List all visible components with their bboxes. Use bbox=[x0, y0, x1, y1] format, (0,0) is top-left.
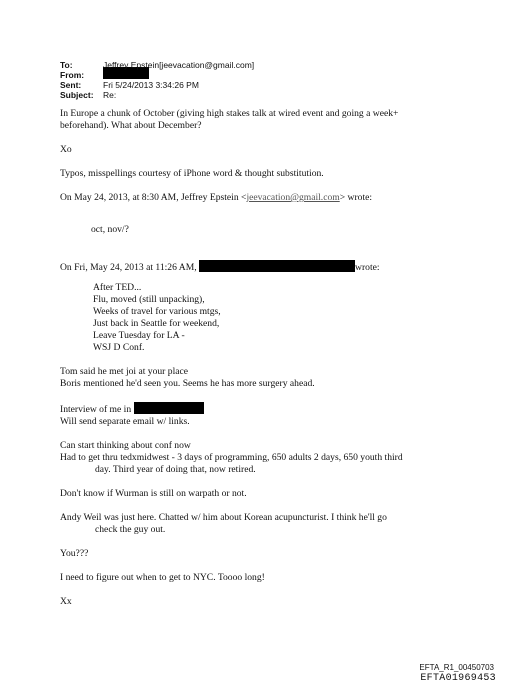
redaction-bar bbox=[199, 260, 355, 272]
sent-label: Sent: bbox=[60, 80, 82, 90]
body-line: You??? bbox=[60, 548, 89, 559]
email-link[interactable]: jeevacation@gmail.com bbox=[246, 192, 340, 203]
body-line: Will send separate email w/ links. bbox=[60, 416, 190, 427]
body-line: Don't know if Wurman is still on warpath or not. bbox=[60, 488, 247, 499]
list-item: WSJ D Conf. bbox=[93, 342, 145, 353]
to-value: Jeffrey Epstein[jeevacation@gmail.com] bbox=[103, 60, 255, 70]
to-row bbox=[60, 60, 254, 70]
list-item: Weeks of travel for various mtgs, bbox=[93, 306, 221, 317]
email-body bbox=[60, 108, 460, 608]
body-line: Had to get thru tedxmidwest - 3 days of programming, 650 adults 2 days, 650 youth third bbox=[60, 452, 403, 463]
body-line: Andy Weil was just here. Chatted w/ him about Korean acupuncturist. I think he'll go bbox=[60, 512, 387, 523]
subject-label: Subject: bbox=[60, 90, 94, 100]
signoff-xx: Xx bbox=[60, 596, 72, 607]
sent-row bbox=[60, 80, 254, 90]
from-label: From: bbox=[60, 70, 85, 80]
list-item: Leave Tuesday for LA - bbox=[93, 330, 185, 341]
email-header bbox=[60, 60, 254, 100]
list-item: Just back in Seattle for weekend, bbox=[93, 318, 220, 329]
oct-nov-text: oct, nov/? bbox=[91, 224, 129, 235]
body-line: Tom said he met joi at your place bbox=[60, 366, 189, 377]
from-row bbox=[60, 70, 254, 80]
typos-note: Typos, misspellings courtesy of iPhone word & thought substitution. bbox=[60, 168, 324, 179]
sent-value: Fri 5/24/2013 3:34:26 PM bbox=[103, 80, 199, 90]
update-list bbox=[60, 282, 460, 354]
signoff-xo: Xo bbox=[60, 144, 72, 155]
body-line: check the guy out. bbox=[95, 524, 166, 535]
body-line: Can start thinking about conf now bbox=[60, 440, 191, 451]
body-line: Boris mentioned he'd seen you. Seems he has more surgery ahead. bbox=[60, 378, 315, 389]
body-line: I need to figure out when to get to NYC. Toooo long! bbox=[60, 572, 265, 583]
list-item: After TED... bbox=[93, 282, 142, 293]
bates-id-large: EFTA01969453 bbox=[420, 673, 496, 684]
quote-header-2: On Fri, May 24, 2013 at 11:26 AM, wrote: bbox=[60, 262, 380, 273]
body-line: In Europe a chunk of October (giving high stakes talk at wired event and going a week+ bbox=[60, 108, 399, 119]
body-line: beforehand). What about December? bbox=[60, 120, 202, 131]
quote-header-1: On May 24, 2013, at 8:30 AM, Jeffrey Epstein <jeevacation@gmail.com> wrote: bbox=[60, 192, 373, 203]
to-label: To: bbox=[60, 60, 73, 70]
subject-row bbox=[60, 90, 254, 100]
redaction-bar bbox=[134, 402, 204, 414]
bates-id-small: EFTA_R1_00450703 bbox=[419, 663, 494, 672]
subject-value: Re: bbox=[103, 90, 117, 100]
body-line: day. Third year of doing that, now retired. bbox=[95, 464, 256, 475]
body-line: Interview of me in bbox=[60, 402, 460, 416]
list-item: Flu, moved (still unpacking), bbox=[93, 294, 205, 305]
